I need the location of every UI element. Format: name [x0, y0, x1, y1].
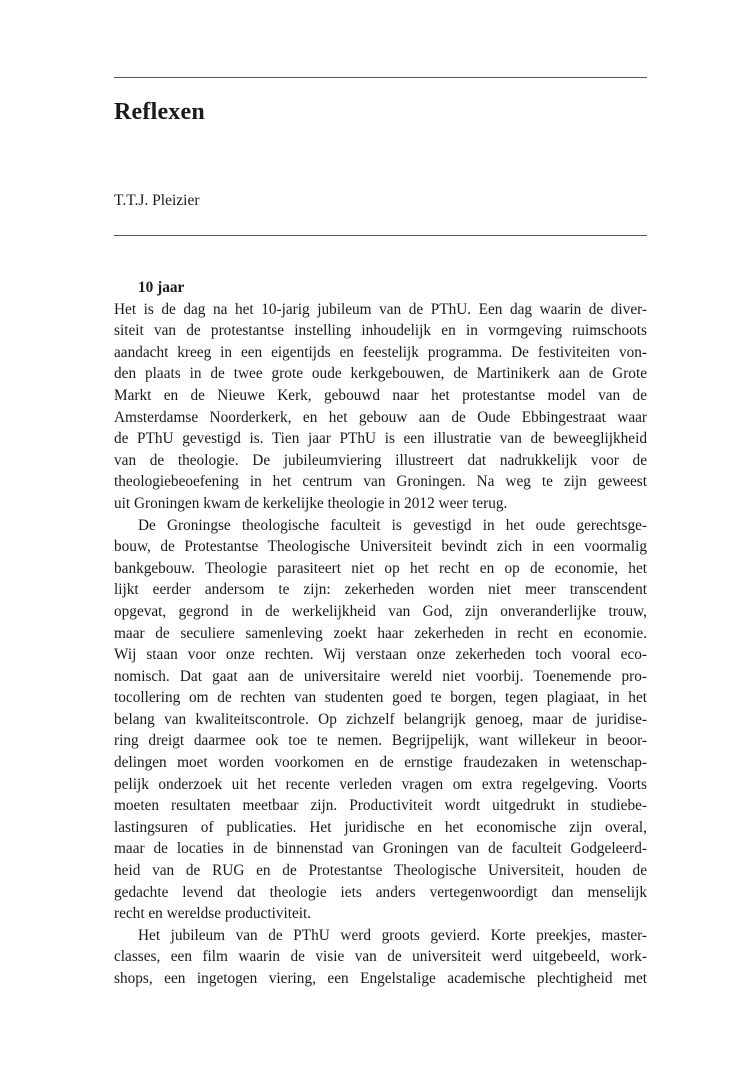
text-line: maar de locaties in de binnenstad van Groningen van de faculteit Godgeleerd-	[114, 840, 647, 858]
text-line: bankgebouw. Theologie parasiteert niet op het recht en op de economie, het	[114, 559, 647, 577]
text-line: classes, een film waarin de visie van de universiteit werd uitgebeeld, work-	[114, 948, 647, 966]
text-line: Markt en de Nieuwe Kerk, gebouwd naar het protestantse model van de	[114, 386, 647, 404]
text-line: maar de seculiere samenleving zoekt haar zekerheden in recht en economie.	[114, 624, 647, 642]
header-divider	[114, 235, 647, 236]
text-line: uit Groningen kwam de kerkelijke theologie in 2012 weer terug.	[114, 494, 508, 512]
text-line: bouw, de Protestantse Theologische Universiteit bevindt zich in een voormalig	[114, 538, 647, 556]
text-line: shops, een ingetogen viering, een Engelstalige academische plechtigheid met	[114, 970, 647, 987]
text-line: tocollering om de rechten van studenten goed te borgen, tegen plagiaat, in het	[114, 689, 647, 707]
paragraph-container	[114, 299, 647, 990]
article-author: T.T.J. Pleizier	[114, 192, 200, 209]
text-line: recht en wereldse productiviteit.	[114, 905, 312, 923]
text-line: lastingsuren of publicaties. Het juridische en het economische zijn overal,	[114, 818, 647, 836]
article-body	[114, 277, 647, 990]
text-line: theologiebeoefening in het centrum van Groningen. Na weg te zijn geweest	[114, 473, 647, 491]
paragraph	[114, 925, 647, 990]
text-line: den plaats in de twee grote oude kerkgebouwen, de Martinikerk aan de Grote	[114, 365, 647, 383]
text-line: de PThU gevestigd is. Tien jaar PThU is een illustratie van de beweeglijkheid	[114, 430, 647, 448]
text-line: aandacht kreeg in een eigentijds en feestelijk programma. De festiviteiten von-	[114, 343, 647, 361]
text-line: Het is de dag na het 10-jarig jubileum van de PThU. Een dag waarin de diver-	[114, 300, 647, 318]
text-line: Amsterdamse Noorderkerk, en het gebouw aan de Oude Ebbingestraat waar	[114, 408, 647, 426]
text-line: gedachte levend dat theologie iets anders vertegenwoordigt dan menselijk	[114, 883, 647, 901]
text-line: nomisch. Dat gaat aan de universitaire wereld niet voorbij. Toenemende pro-	[114, 667, 647, 685]
top-divider	[114, 77, 647, 78]
text-line: Het jubileum van de PThU werd groots gevierd. Korte preekjes, master-	[138, 926, 647, 944]
text-line: siteit van de protestantse instelling inhoudelijk en in vormgeving ruimschoots	[114, 322, 647, 340]
text-line: van de theologie. De jubileumviering illustreert dat nadrukkelijk voor de	[114, 451, 647, 469]
text-line: belang van kwaliteitscontrole. Op zichzelf belangrijk genoeg, maar de juridise-	[114, 710, 647, 728]
section-heading: 10 jaar	[138, 279, 185, 296]
text-line: delingen moet worden voorkomen en de ernstige fraudezaken in wetenschap-	[114, 754, 647, 772]
text-line: heid van de RUG en de Protestantse Theologische Universiteit, houden de	[114, 862, 647, 880]
text-line: Wij staan voor onze rechten. Wij verstaan onze zekerheden toch vooral eco-	[114, 646, 647, 664]
text-line: lijkt eerder andersom te zijn: zekerheden worden niet meer transcendent	[114, 581, 647, 599]
paragraph	[114, 299, 647, 515]
article-title: Reflexen	[114, 99, 205, 125]
text-line: moeten resultaten meetbaar zijn. Productiviteit wordt uitgedrukt in studiebe-	[114, 797, 647, 815]
text-line: De Groningse theologische faculteit is gevestigd in het oude gerechtsge-	[138, 516, 647, 534]
text-line: ring dreigt daarmee ook toe te nemen. Begrijpelijk, want willekeur in beoor-	[114, 732, 647, 750]
text-line: opgevat, gegrond in de werkelijkheid van God, zijn onveranderlijke trouw,	[114, 602, 647, 620]
paragraph	[114, 515, 647, 925]
text-line: pelijk onderzoek uit het recente verleden vragen om extra regelgeving. Voorts	[114, 775, 647, 793]
